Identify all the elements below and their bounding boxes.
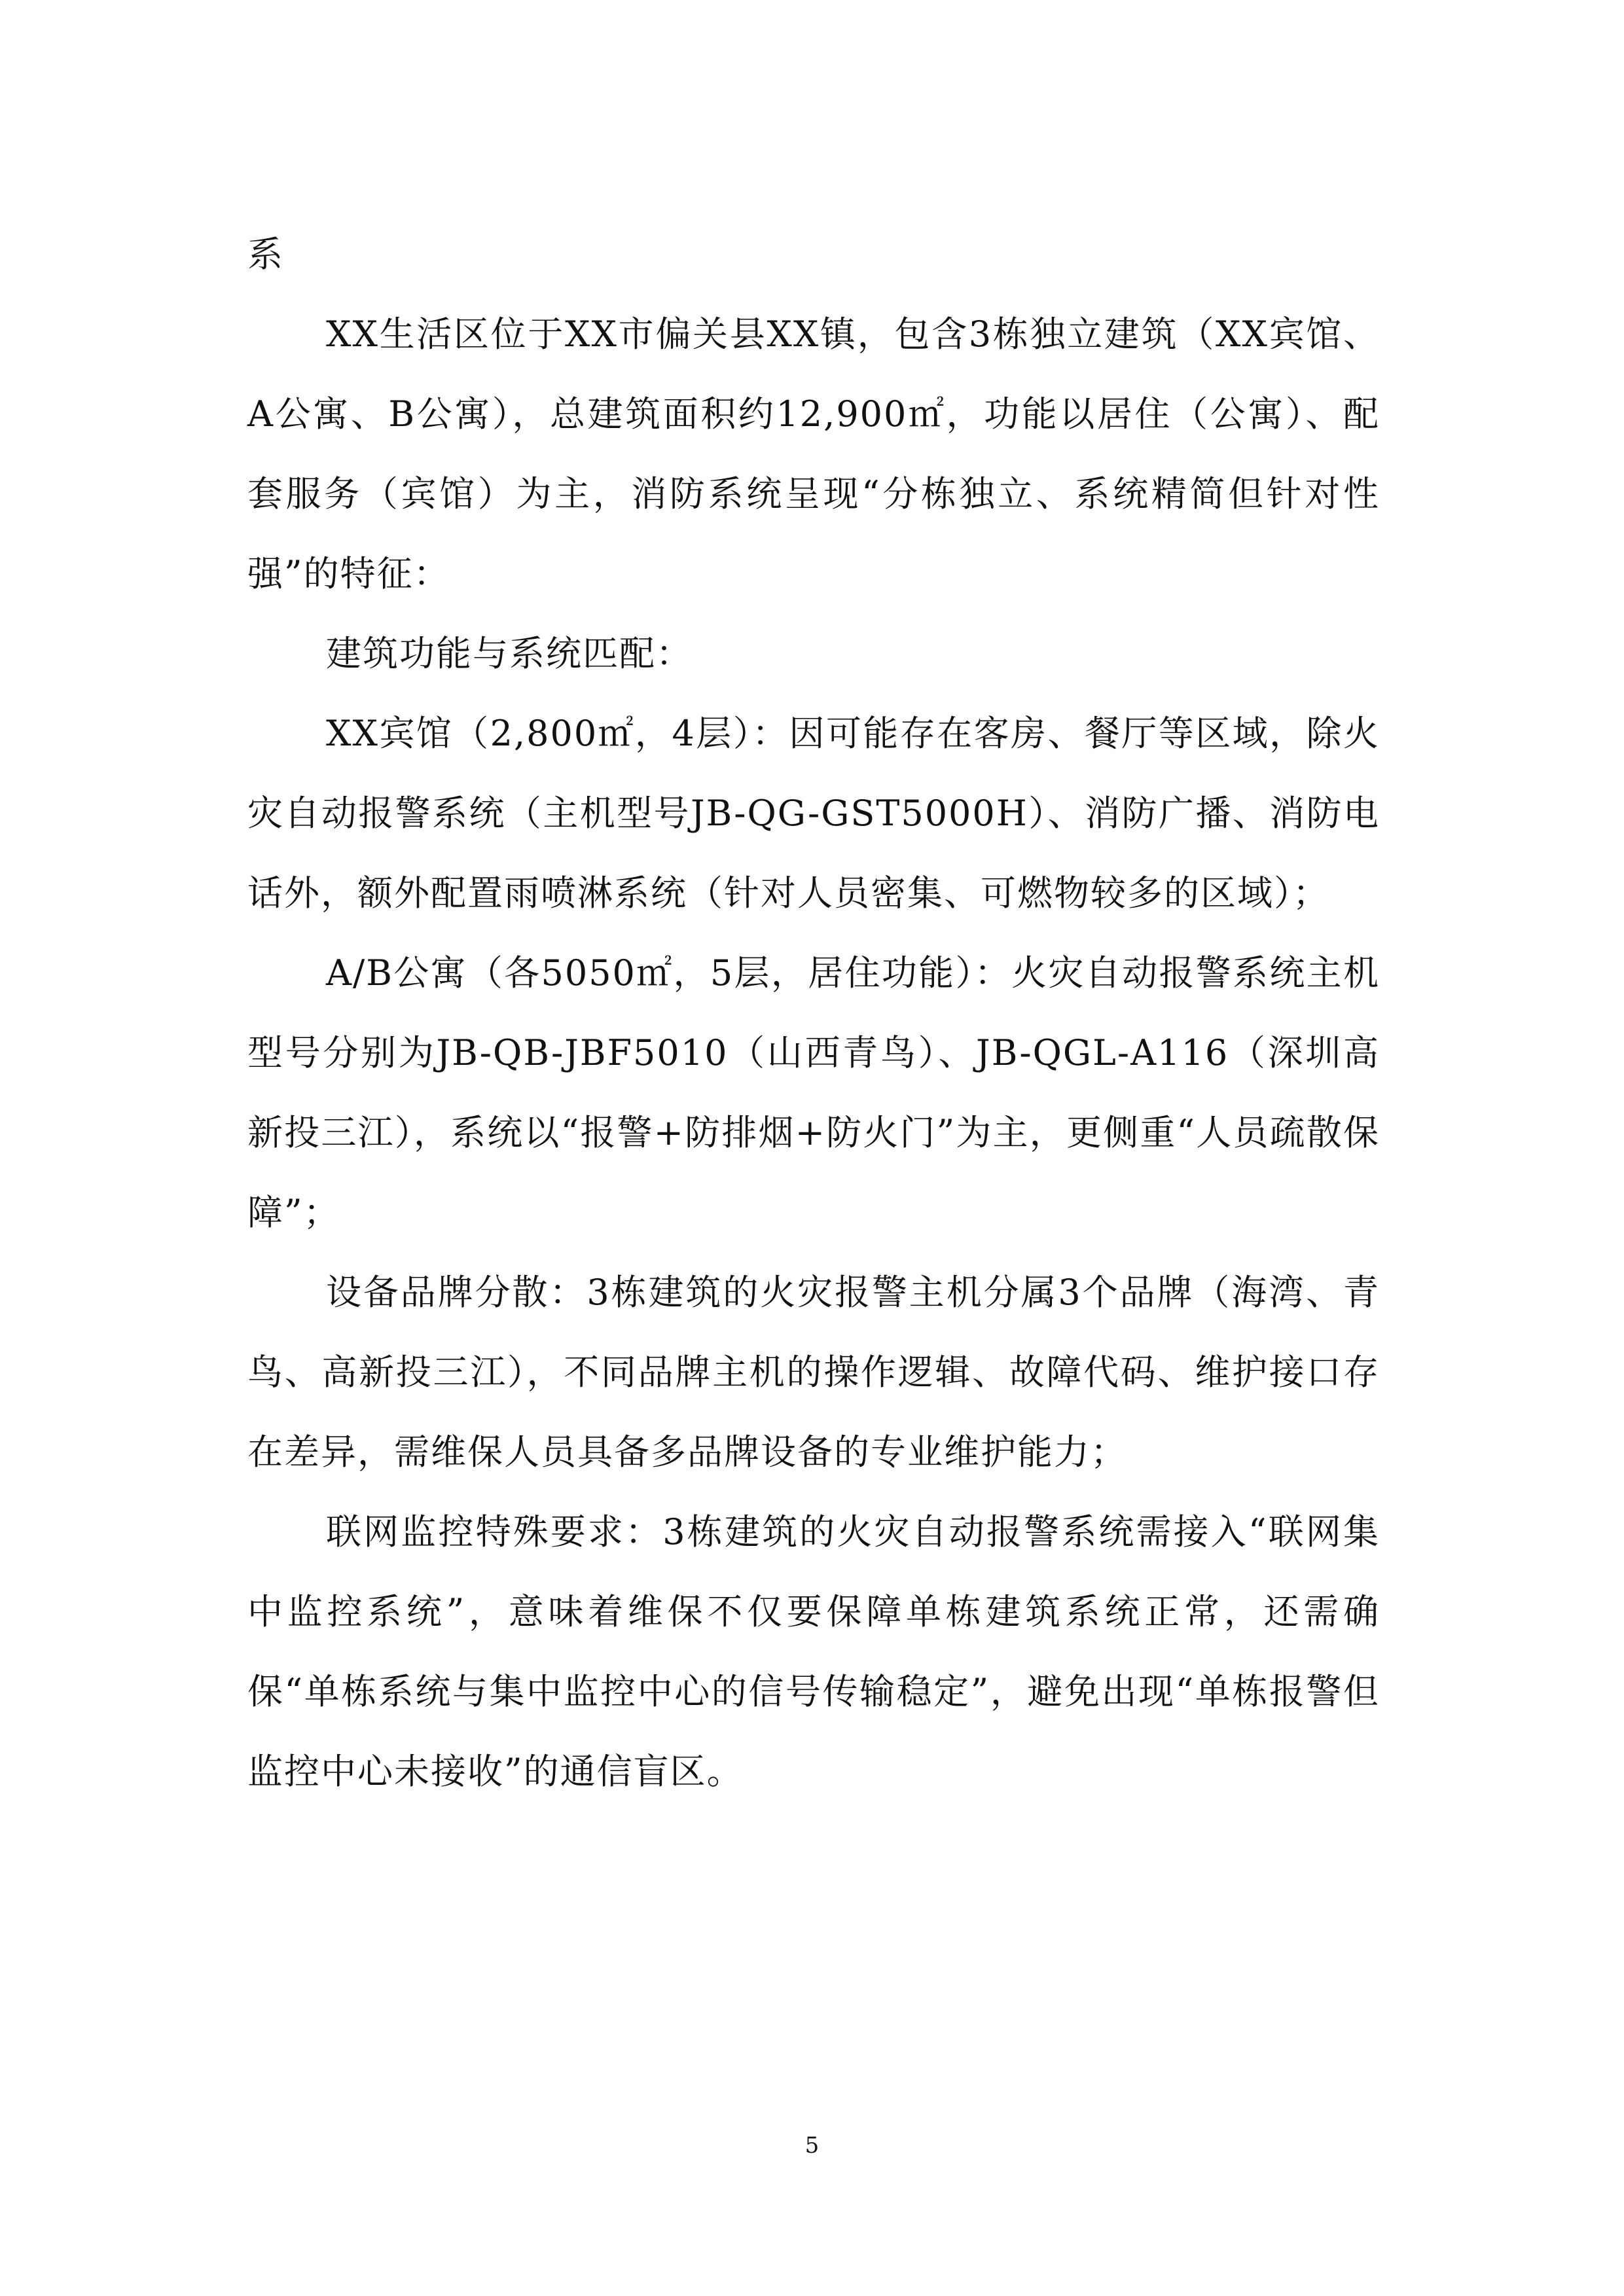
paragraph-hotel: XX宾馆（2,800㎡，4层）：因可能存在客房、餐厅等区域，除火灾自动报警系统（主机型号JB-QG-GST5000H）、消防广播、消防电话外，额外配置雨喷淋系统（针对人员密集、可燃物较多的区域）； [247, 713, 1380, 914]
page-number: 5 [804, 2132, 820, 2159]
paragraph-brands: 设备品牌分散：3栋建筑的火灾报警主机分属3个品牌（海湾、青鸟、高新投三江），不同品牌主机的操作逻辑、故障代码、维护接口存在差异，需维保人员具备多品牌设备的专业维护能力； [247, 1272, 1380, 1473]
paragraph-function-matching: 建筑功能与系统匹配： [326, 633, 693, 674]
paragraph-continuation: 系 [247, 234, 284, 275]
paragraph-overview: XX生活区位于XX市偏关县XX镇，包含3栋独立建筑（XX宾馆、A公寓、B公寓），总建筑面积约12,900㎡，功能以居住（公寓）、配套服务（宾馆）为主，消防系统呈现“分栋独立、系统精简但针对性强”的特征： [247, 314, 1380, 594]
paragraph-apartments: A/B公寓（各5050㎡，5层，居住功能）：火灾自动报警系统主机型号分别为JB-QB-JBF5010（山西青鸟）、JB-QGL-A116（深圳高新投三江），系统以“报警+防排烟+防火门”为主，更侧重“人员疏散保障”； [247, 952, 1380, 1233]
paragraph-monitoring: 联网监控特殊要求：3栋建筑的火灾自动报警系统需接入“联网集中监控系统”，意味着维保不仅要保障单栋建筑系统正常，还需确保“单栋系统与集中监控中心的信号传输稳定”，避免出现“单栋报警但监控中心未接收”的通信盲区。 [247, 1511, 1380, 1792]
body-text [247, 215, 1380, 1812]
